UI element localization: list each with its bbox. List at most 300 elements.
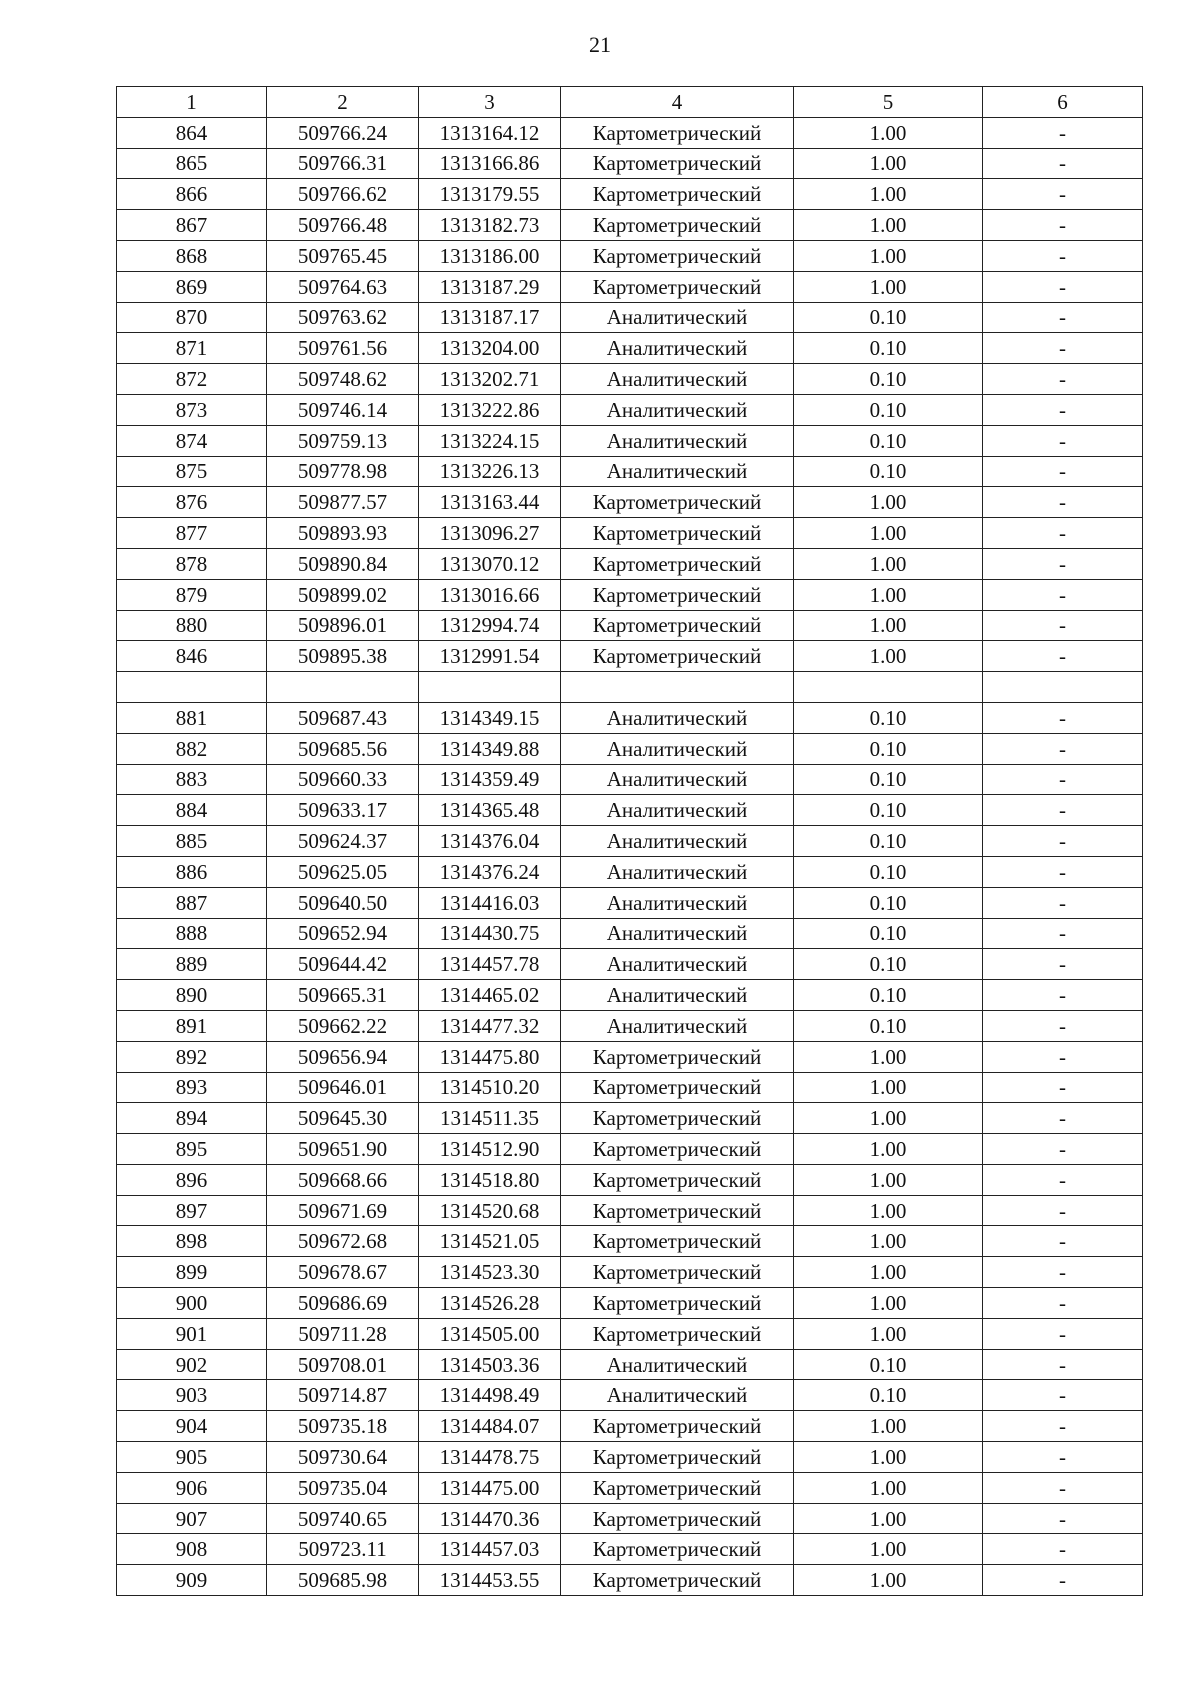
cell-y-coordinate: 1314521.05 bbox=[419, 1226, 561, 1257]
table-row bbox=[117, 1472, 1143, 1503]
cell-method: Картометрический bbox=[561, 179, 794, 210]
cell-x-coordinate: 509671.69 bbox=[267, 1195, 419, 1226]
cell-accuracy: 0.10 bbox=[794, 949, 983, 980]
cell-y-coordinate: 1312994.74 bbox=[419, 610, 561, 641]
cell-y-coordinate: 1314349.88 bbox=[419, 733, 561, 764]
page-number: 21 bbox=[589, 32, 611, 57]
cell-point-number: 907 bbox=[117, 1503, 267, 1534]
cell-note: - bbox=[983, 179, 1143, 210]
cell-accuracy: 1.00 bbox=[794, 1226, 983, 1257]
cell-method: Аналитический bbox=[561, 702, 794, 733]
cell-point-number: 877 bbox=[117, 518, 267, 549]
cell-method: Аналитический bbox=[561, 364, 794, 395]
table-row bbox=[117, 425, 1143, 456]
cell-y-coordinate: 1313070.12 bbox=[419, 548, 561, 579]
cell-point-number: 900 bbox=[117, 1288, 267, 1319]
cell-method: Аналитический bbox=[561, 980, 794, 1011]
cell-y-coordinate: 1314475.80 bbox=[419, 1041, 561, 1072]
cell-point-number: 875 bbox=[117, 456, 267, 487]
table-row bbox=[117, 672, 1143, 703]
table-row bbox=[117, 1010, 1143, 1041]
cell-method bbox=[561, 672, 794, 703]
cell-accuracy: 0.10 bbox=[794, 302, 983, 333]
cell-accuracy: 0.10 bbox=[794, 456, 983, 487]
table-row bbox=[117, 641, 1143, 672]
cell-x-coordinate: 509640.50 bbox=[267, 887, 419, 918]
cell-method: Аналитический bbox=[561, 918, 794, 949]
cell-point-number: 908 bbox=[117, 1534, 267, 1565]
cell-method: Картометрический bbox=[561, 1565, 794, 1596]
cell-point-number: 891 bbox=[117, 1010, 267, 1041]
cell-accuracy: 1.00 bbox=[794, 1257, 983, 1288]
table-row bbox=[117, 364, 1143, 395]
cell-x-coordinate: 509765.45 bbox=[267, 240, 419, 271]
cell-method: Картометрический bbox=[561, 148, 794, 179]
cell-y-coordinate: 1314465.02 bbox=[419, 980, 561, 1011]
cell-point-number: 870 bbox=[117, 302, 267, 333]
cell-method: Аналитический bbox=[561, 764, 794, 795]
cell-x-coordinate: 509714.87 bbox=[267, 1380, 419, 1411]
cell-y-coordinate: 1313202.71 bbox=[419, 364, 561, 395]
header-cell-4: 4 bbox=[561, 87, 794, 118]
cell-note: - bbox=[983, 548, 1143, 579]
cell-method: Картометрический bbox=[561, 117, 794, 148]
cell-accuracy: 0.10 bbox=[794, 702, 983, 733]
cell-method: Картометрический bbox=[561, 1041, 794, 1072]
cell-accuracy bbox=[794, 672, 983, 703]
cell-point-number: 888 bbox=[117, 918, 267, 949]
cell-x-coordinate: 509646.01 bbox=[267, 1072, 419, 1103]
table-row bbox=[117, 394, 1143, 425]
cell-note: - bbox=[983, 1349, 1143, 1380]
cell-point-number: 901 bbox=[117, 1318, 267, 1349]
cell-note: - bbox=[983, 1318, 1143, 1349]
cell-point-number: 866 bbox=[117, 179, 267, 210]
table-row bbox=[117, 1134, 1143, 1165]
table-row bbox=[117, 1257, 1143, 1288]
table-row bbox=[117, 179, 1143, 210]
cell-accuracy: 0.10 bbox=[794, 856, 983, 887]
cell-point-number: 887 bbox=[117, 887, 267, 918]
cell-point-number: 902 bbox=[117, 1349, 267, 1380]
cell-point-number: 872 bbox=[117, 364, 267, 395]
cell-method: Аналитический bbox=[561, 1349, 794, 1380]
cell-method: Картометрический bbox=[561, 579, 794, 610]
cell-method: Аналитический bbox=[561, 333, 794, 364]
table-row bbox=[117, 918, 1143, 949]
cell-x-coordinate: 509651.90 bbox=[267, 1134, 419, 1165]
cell-y-coordinate: 1313166.86 bbox=[419, 148, 561, 179]
cell-point-number: 869 bbox=[117, 271, 267, 302]
cell-method: Картометрический bbox=[561, 610, 794, 641]
cell-note: - bbox=[983, 1257, 1143, 1288]
cell-accuracy: 1.00 bbox=[794, 610, 983, 641]
cell-point-number: 909 bbox=[117, 1565, 267, 1596]
cell-point-number: 884 bbox=[117, 795, 267, 826]
cell-y-coordinate: 1313186.00 bbox=[419, 240, 561, 271]
table-row bbox=[117, 856, 1143, 887]
table-row bbox=[117, 1195, 1143, 1226]
cell-accuracy: 0.10 bbox=[794, 1010, 983, 1041]
cell-note: - bbox=[983, 610, 1143, 641]
table-row bbox=[117, 1041, 1143, 1072]
cell-y-coordinate: 1314512.90 bbox=[419, 1134, 561, 1165]
cell-note: - bbox=[983, 887, 1143, 918]
cell-note: - bbox=[983, 1226, 1143, 1257]
cell-accuracy: 1.00 bbox=[794, 179, 983, 210]
cell-point-number: 864 bbox=[117, 117, 267, 148]
cell-point-number: 886 bbox=[117, 856, 267, 887]
cell-note: - bbox=[983, 1103, 1143, 1134]
cell-method: Аналитический bbox=[561, 887, 794, 918]
cell-method: Картометрический bbox=[561, 271, 794, 302]
cell-note: - bbox=[983, 702, 1143, 733]
cell-x-coordinate: 509748.62 bbox=[267, 364, 419, 395]
cell-method: Картометрический bbox=[561, 1411, 794, 1442]
cell-point-number: 868 bbox=[117, 240, 267, 271]
cell-method: Аналитический bbox=[561, 826, 794, 857]
cell-y-coordinate: 1314520.68 bbox=[419, 1195, 561, 1226]
cell-note: - bbox=[983, 1010, 1143, 1041]
cell-point-number: 873 bbox=[117, 394, 267, 425]
cell-note bbox=[983, 672, 1143, 703]
cell-note: - bbox=[983, 1442, 1143, 1473]
table-row bbox=[117, 1534, 1143, 1565]
table-row bbox=[117, 733, 1143, 764]
cell-note: - bbox=[983, 333, 1143, 364]
table-row bbox=[117, 1318, 1143, 1349]
cell-x-coordinate: 509624.37 bbox=[267, 826, 419, 857]
cell-point-number: 876 bbox=[117, 487, 267, 518]
cell-point-number: 883 bbox=[117, 764, 267, 795]
table-row bbox=[117, 117, 1143, 148]
cell-x-coordinate: 509890.84 bbox=[267, 548, 419, 579]
table-row bbox=[117, 1164, 1143, 1195]
cell-note: - bbox=[983, 949, 1143, 980]
cell-x-coordinate: 509645.30 bbox=[267, 1103, 419, 1134]
cell-x-coordinate: 509665.31 bbox=[267, 980, 419, 1011]
cell-note: - bbox=[983, 980, 1143, 1011]
cell-method: Картометрический bbox=[561, 1072, 794, 1103]
cell-x-coordinate: 509778.98 bbox=[267, 456, 419, 487]
cell-accuracy: 1.00 bbox=[794, 579, 983, 610]
cell-accuracy: 0.10 bbox=[794, 764, 983, 795]
cell-y-coordinate: 1314503.36 bbox=[419, 1349, 561, 1380]
cell-x-coordinate: 509644.42 bbox=[267, 949, 419, 980]
cell-point-number: 894 bbox=[117, 1103, 267, 1134]
table-row bbox=[117, 548, 1143, 579]
cell-point-number: 890 bbox=[117, 980, 267, 1011]
cell-accuracy: 0.10 bbox=[794, 425, 983, 456]
table-row bbox=[117, 579, 1143, 610]
cell-x-coordinate: 509708.01 bbox=[267, 1349, 419, 1380]
cell-x-coordinate: 509764.63 bbox=[267, 271, 419, 302]
cell-accuracy: 1.00 bbox=[794, 240, 983, 271]
cell-method: Картометрический bbox=[561, 210, 794, 241]
cell-note: - bbox=[983, 641, 1143, 672]
cell-accuracy: 1.00 bbox=[794, 1318, 983, 1349]
cell-y-coordinate: 1313016.66 bbox=[419, 579, 561, 610]
cell-point-number: 893 bbox=[117, 1072, 267, 1103]
cell-y-coordinate: 1312991.54 bbox=[419, 641, 561, 672]
cell-note: - bbox=[983, 733, 1143, 764]
cell-accuracy: 1.00 bbox=[794, 117, 983, 148]
coordinates-table bbox=[116, 86, 1143, 1596]
cell-y-coordinate: 1314416.03 bbox=[419, 887, 561, 918]
cell-x-coordinate: 509662.22 bbox=[267, 1010, 419, 1041]
cell-y-coordinate: 1313182.73 bbox=[419, 210, 561, 241]
cell-y-coordinate: 1314478.75 bbox=[419, 1442, 561, 1473]
cell-x-coordinate: 509687.43 bbox=[267, 702, 419, 733]
table-row bbox=[117, 1380, 1143, 1411]
cell-note: - bbox=[983, 1164, 1143, 1195]
cell-x-coordinate: 509766.62 bbox=[267, 179, 419, 210]
cell-y-coordinate: 1313222.86 bbox=[419, 394, 561, 425]
cell-x-coordinate: 509895.38 bbox=[267, 641, 419, 672]
cell-note: - bbox=[983, 518, 1143, 549]
cell-method: Аналитический bbox=[561, 856, 794, 887]
cell-accuracy: 0.10 bbox=[794, 333, 983, 364]
cell-point-number: 874 bbox=[117, 425, 267, 456]
cell-x-coordinate: 509746.14 bbox=[267, 394, 419, 425]
cell-x-coordinate: 509766.48 bbox=[267, 210, 419, 241]
cell-accuracy: 1.00 bbox=[794, 1534, 983, 1565]
cell-y-coordinate: 1314359.49 bbox=[419, 764, 561, 795]
cell-y-coordinate: 1313226.13 bbox=[419, 456, 561, 487]
cell-method: Картометрический bbox=[561, 1442, 794, 1473]
cell-point-number: 892 bbox=[117, 1041, 267, 1072]
cell-method: Картометрический bbox=[561, 1103, 794, 1134]
cell-x-coordinate: 509711.28 bbox=[267, 1318, 419, 1349]
cell-x-coordinate: 509685.98 bbox=[267, 1565, 419, 1596]
cell-accuracy: 0.10 bbox=[794, 364, 983, 395]
cell-x-coordinate: 509735.18 bbox=[267, 1411, 419, 1442]
cell-y-coordinate: 1314511.35 bbox=[419, 1103, 561, 1134]
cell-y-coordinate: 1313187.29 bbox=[419, 271, 561, 302]
cell-accuracy: 0.10 bbox=[794, 1380, 983, 1411]
cell-method: Аналитический bbox=[561, 456, 794, 487]
cell-accuracy: 1.00 bbox=[794, 1442, 983, 1473]
cell-accuracy: 1.00 bbox=[794, 1103, 983, 1134]
cell-y-coordinate: 1313204.00 bbox=[419, 333, 561, 364]
header-cell-6: 6 bbox=[983, 87, 1143, 118]
table-row bbox=[117, 1072, 1143, 1103]
cell-y-coordinate: 1314526.28 bbox=[419, 1288, 561, 1319]
cell-note: - bbox=[983, 1288, 1143, 1319]
cell-point-number bbox=[117, 672, 267, 703]
cell-note: - bbox=[983, 456, 1143, 487]
table-row bbox=[117, 980, 1143, 1011]
cell-note: - bbox=[983, 1380, 1143, 1411]
cell-x-coordinate: 509723.11 bbox=[267, 1534, 419, 1565]
cell-x-coordinate bbox=[267, 672, 419, 703]
cell-note: - bbox=[983, 795, 1143, 826]
cell-y-coordinate: 1314510.20 bbox=[419, 1072, 561, 1103]
cell-point-number: 878 bbox=[117, 548, 267, 579]
table-row bbox=[117, 1103, 1143, 1134]
table-row bbox=[117, 271, 1143, 302]
cell-note: - bbox=[983, 394, 1143, 425]
cell-x-coordinate: 509766.31 bbox=[267, 148, 419, 179]
cell-note: - bbox=[983, 1041, 1143, 1072]
cell-method: Аналитический bbox=[561, 394, 794, 425]
cell-point-number: 880 bbox=[117, 610, 267, 641]
cell-y-coordinate: 1313179.55 bbox=[419, 179, 561, 210]
cell-accuracy: 1.00 bbox=[794, 1411, 983, 1442]
cell-y-coordinate: 1314477.32 bbox=[419, 1010, 561, 1041]
cell-y-coordinate: 1314498.49 bbox=[419, 1380, 561, 1411]
cell-note: - bbox=[983, 364, 1143, 395]
cell-point-number: 885 bbox=[117, 826, 267, 857]
table-row bbox=[117, 826, 1143, 857]
cell-note: - bbox=[983, 856, 1143, 887]
table-row bbox=[117, 702, 1143, 733]
cell-x-coordinate: 509893.93 bbox=[267, 518, 419, 549]
cell-accuracy: 0.10 bbox=[794, 980, 983, 1011]
cell-method: Аналитический bbox=[561, 425, 794, 456]
cell-method: Картометрический bbox=[561, 240, 794, 271]
cell-y-coordinate: 1314430.75 bbox=[419, 918, 561, 949]
cell-method: Аналитический bbox=[561, 733, 794, 764]
cell-accuracy: 1.00 bbox=[794, 1503, 983, 1534]
cell-point-number: 889 bbox=[117, 949, 267, 980]
cell-accuracy: 0.10 bbox=[794, 887, 983, 918]
cell-x-coordinate: 509656.94 bbox=[267, 1041, 419, 1072]
cell-note: - bbox=[983, 271, 1143, 302]
cell-x-coordinate: 509896.01 bbox=[267, 610, 419, 641]
cell-note: - bbox=[983, 826, 1143, 857]
cell-note: - bbox=[983, 487, 1143, 518]
cell-y-coordinate: 1314518.80 bbox=[419, 1164, 561, 1195]
cell-note: - bbox=[983, 1072, 1143, 1103]
cell-x-coordinate: 509633.17 bbox=[267, 795, 419, 826]
cell-y-coordinate: 1314475.00 bbox=[419, 1472, 561, 1503]
table-row bbox=[117, 1226, 1143, 1257]
cell-note: - bbox=[983, 1534, 1143, 1565]
cell-x-coordinate: 509678.67 bbox=[267, 1257, 419, 1288]
cell-accuracy: 1.00 bbox=[794, 210, 983, 241]
cell-x-coordinate: 509672.68 bbox=[267, 1226, 419, 1257]
cell-x-coordinate: 509735.04 bbox=[267, 1472, 419, 1503]
cell-method: Картометрический bbox=[561, 1503, 794, 1534]
cell-note: - bbox=[983, 1195, 1143, 1226]
cell-note: - bbox=[983, 240, 1143, 271]
cell-x-coordinate: 509899.02 bbox=[267, 579, 419, 610]
cell-method: Картометрический bbox=[561, 548, 794, 579]
cell-x-coordinate: 509660.33 bbox=[267, 764, 419, 795]
cell-method: Картометрический bbox=[561, 1472, 794, 1503]
cell-point-number: 906 bbox=[117, 1472, 267, 1503]
cell-method: Картометрический bbox=[561, 1288, 794, 1319]
cell-method: Картометрический bbox=[561, 487, 794, 518]
cell-accuracy: 1.00 bbox=[794, 1195, 983, 1226]
cell-point-number: 881 bbox=[117, 702, 267, 733]
header-cell-3: 3 bbox=[419, 87, 561, 118]
cell-accuracy: 1.00 bbox=[794, 1472, 983, 1503]
cell-point-number: 898 bbox=[117, 1226, 267, 1257]
table-row bbox=[117, 1565, 1143, 1596]
cell-accuracy: 1.00 bbox=[794, 1041, 983, 1072]
cell-method: Картометрический bbox=[561, 1195, 794, 1226]
table-row bbox=[117, 302, 1143, 333]
cell-note: - bbox=[983, 1134, 1143, 1165]
cell-note: - bbox=[983, 302, 1143, 333]
table-row bbox=[117, 949, 1143, 980]
cell-point-number: 879 bbox=[117, 579, 267, 610]
cell-point-number: 899 bbox=[117, 1257, 267, 1288]
cell-note: - bbox=[983, 918, 1143, 949]
cell-point-number: 846 bbox=[117, 641, 267, 672]
cell-y-coordinate: 1314453.55 bbox=[419, 1565, 561, 1596]
cell-method: Аналитический bbox=[561, 302, 794, 333]
cell-point-number: 897 bbox=[117, 1195, 267, 1226]
cell-method: Картометрический bbox=[561, 1534, 794, 1565]
cell-accuracy: 1.00 bbox=[794, 1072, 983, 1103]
table-row bbox=[117, 518, 1143, 549]
cell-x-coordinate: 509763.62 bbox=[267, 302, 419, 333]
cell-x-coordinate: 509668.66 bbox=[267, 1164, 419, 1195]
table-row bbox=[117, 456, 1143, 487]
table-body bbox=[117, 117, 1143, 1595]
cell-accuracy: 1.00 bbox=[794, 1288, 983, 1319]
cell-y-coordinate: 1313096.27 bbox=[419, 518, 561, 549]
table-row bbox=[117, 610, 1143, 641]
table-row bbox=[117, 1442, 1143, 1473]
cell-y-coordinate: 1313164.12 bbox=[419, 117, 561, 148]
cell-y-coordinate: 1314376.24 bbox=[419, 856, 561, 887]
header-cell-1: 1 bbox=[117, 87, 267, 118]
cell-y-coordinate: 1314457.78 bbox=[419, 949, 561, 980]
cell-method: Картометрический bbox=[561, 1134, 794, 1165]
cell-note: - bbox=[983, 210, 1143, 241]
cell-y-coordinate: 1314376.04 bbox=[419, 826, 561, 857]
table-row bbox=[117, 210, 1143, 241]
cell-method: Аналитический bbox=[561, 795, 794, 826]
cell-method: Картометрический bbox=[561, 1257, 794, 1288]
cell-y-coordinate: 1313163.44 bbox=[419, 487, 561, 518]
cell-point-number: 904 bbox=[117, 1411, 267, 1442]
cell-x-coordinate: 509740.65 bbox=[267, 1503, 419, 1534]
cell-accuracy: 1.00 bbox=[794, 1164, 983, 1195]
cell-method: Картометрический bbox=[561, 1226, 794, 1257]
cell-x-coordinate: 509759.13 bbox=[267, 425, 419, 456]
header-cell-5: 5 bbox=[794, 87, 983, 118]
cell-y-coordinate: 1314505.00 bbox=[419, 1318, 561, 1349]
table-row bbox=[117, 1503, 1143, 1534]
cell-point-number: 882 bbox=[117, 733, 267, 764]
cell-y-coordinate: 1314457.03 bbox=[419, 1534, 561, 1565]
cell-note: - bbox=[983, 425, 1143, 456]
cell-x-coordinate: 509625.05 bbox=[267, 856, 419, 887]
cell-point-number: 871 bbox=[117, 333, 267, 364]
cell-point-number: 896 bbox=[117, 1164, 267, 1195]
cell-accuracy: 1.00 bbox=[794, 487, 983, 518]
cell-method: Картометрический bbox=[561, 641, 794, 672]
cell-point-number: 895 bbox=[117, 1134, 267, 1165]
cell-method: Аналитический bbox=[561, 1380, 794, 1411]
cell-y-coordinate: 1314349.15 bbox=[419, 702, 561, 733]
table-row bbox=[117, 333, 1143, 364]
table-header bbox=[117, 87, 1143, 118]
cell-note: - bbox=[983, 117, 1143, 148]
cell-method: Картометрический bbox=[561, 1318, 794, 1349]
cell-point-number: 903 bbox=[117, 1380, 267, 1411]
cell-accuracy: 0.10 bbox=[794, 394, 983, 425]
cell-accuracy: 1.00 bbox=[794, 548, 983, 579]
cell-method: Картометрический bbox=[561, 1164, 794, 1195]
cell-method: Аналитический bbox=[561, 1010, 794, 1041]
cell-x-coordinate: 509730.64 bbox=[267, 1442, 419, 1473]
